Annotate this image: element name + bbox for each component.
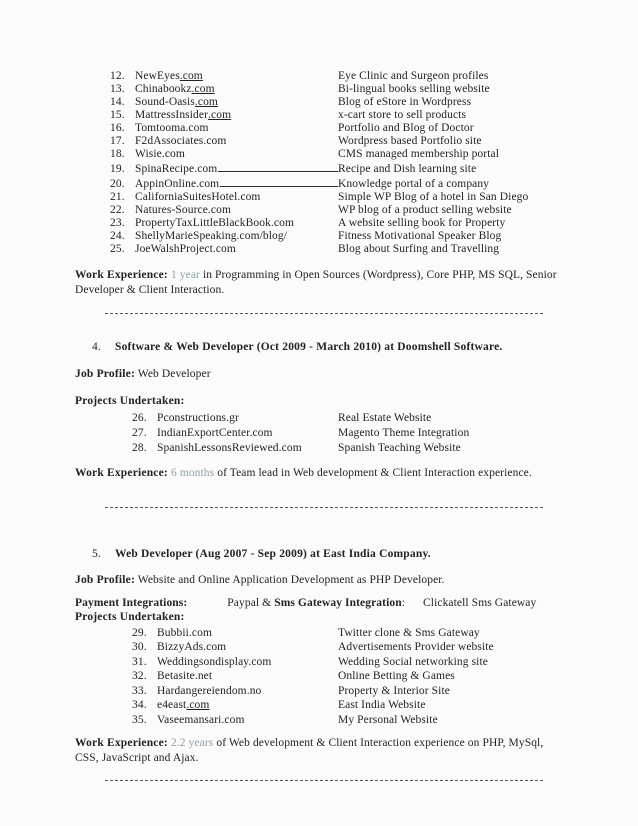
- projects-undertaken-line: [75, 394, 565, 408]
- project-site-cell: [75, 243, 338, 256]
- section-heading-4: [75, 340, 565, 354]
- project-number: 25.: [110, 243, 125, 255]
- project-site-cell: [75, 426, 338, 441]
- project-description: Eye Clinic and Surgeon profiles: [338, 70, 489, 82]
- project-site-cell: [75, 626, 338, 641]
- project-site-name: AppinOnline.com: [135, 178, 220, 190]
- project-description: Blog of eStore in Wordpress: [338, 96, 472, 108]
- projects-undertaken-label: Projects Undertaken:: [75, 395, 185, 407]
- project-list-section5: [75, 626, 565, 728]
- project-site-cell: [75, 83, 338, 96]
- project-site-link: .com: [194, 96, 218, 108]
- section-number: 4.: [92, 341, 101, 353]
- project-number: 22.: [110, 204, 125, 216]
- project-site-name: SpanishLessonsReviewed.com: [157, 442, 302, 454]
- project-site-name: Chinabookz: [135, 83, 192, 95]
- project-number: 23.: [110, 217, 125, 229]
- project-description: My Personal Website: [338, 713, 438, 726]
- project-number: 30.: [132, 641, 147, 653]
- project-site-cell: [75, 176, 338, 191]
- project-site-name: Hardangereiendom.no: [157, 684, 262, 697]
- project-row: [75, 640, 565, 655]
- project-row: [75, 230, 565, 243]
- job-profile-line: [75, 573, 565, 587]
- job-profile-value: Web Developer: [137, 368, 211, 380]
- project-number: 19.: [110, 163, 125, 175]
- project-number: 17.: [110, 135, 125, 147]
- work-experience-duration: 2.2 years: [170, 737, 214, 749]
- project-description: Wordpress based Portfolio site: [338, 135, 482, 147]
- project-number: 35.: [132, 713, 147, 726]
- project-row: [75, 217, 565, 230]
- project-site-name: Vaseemansari.com: [157, 713, 245, 726]
- project-description: Knowledge portal of a company: [338, 178, 490, 190]
- project-description: Real Estate Website: [338, 412, 432, 424]
- payment-provider: Paypal &: [227, 596, 272, 609]
- underline-fill: [218, 161, 338, 172]
- payment-integrations-label: Payment Integrations:: [75, 596, 188, 609]
- project-number: 14.: [110, 96, 125, 108]
- project-site-name: F2dAssociates.com: [135, 135, 227, 147]
- work-experience-paragraph: [75, 466, 565, 481]
- project-row: [75, 204, 565, 217]
- project-row: [75, 109, 565, 122]
- project-site-name: Betasite.net: [157, 670, 213, 682]
- project-site-cell: [75, 70, 338, 83]
- project-site-name: Natures-Source.com: [135, 204, 232, 216]
- project-number: 12.: [110, 70, 125, 82]
- project-site-cell: [75, 135, 338, 148]
- project-site-cell: [75, 698, 338, 713]
- work-experience-detail: in Programming in Open Sources (Wordpress), Core PHP, MS SQL, Senior Developer & Client Interaction.: [75, 269, 557, 296]
- project-number: 28.: [132, 442, 147, 454]
- project-description: Recipe and Dish learning site: [338, 163, 477, 175]
- project-description: WP blog of a product selling website: [338, 204, 512, 216]
- job-profile-label: Job Profile:: [75, 368, 135, 380]
- project-site-link: .com: [208, 109, 232, 121]
- projects-undertaken-line: [75, 610, 565, 624]
- project-site-cell: [75, 96, 338, 109]
- project-site-name: Bubbii.com: [157, 626, 212, 639]
- project-number: 33.: [132, 684, 147, 697]
- project-description: Fitness Motivational Speaker Blog: [338, 230, 502, 242]
- project-number: 29.: [132, 626, 147, 639]
- project-description: Spanish Teaching Website: [338, 442, 461, 454]
- project-site-name: Wisie.com: [135, 148, 185, 160]
- project-row: [75, 441, 565, 456]
- work-experience-label: Work Experience:: [75, 269, 168, 281]
- project-row: [75, 148, 565, 161]
- project-number: 24.: [110, 230, 125, 242]
- work-experience-label: Work Experience:: [75, 467, 168, 479]
- project-row: [75, 70, 565, 83]
- project-description: Advertisements Provider website: [338, 641, 494, 653]
- project-site-name: MattressInsider: [135, 109, 209, 121]
- payment-value: Clickatell Sms Gateway: [423, 596, 537, 609]
- project-site-name: Sound-Oasis: [135, 96, 195, 108]
- work-experience-paragraph: [75, 268, 565, 297]
- underline-fill: [220, 176, 338, 187]
- project-site-link: .com: [191, 83, 215, 95]
- project-site-cell: [75, 713, 338, 728]
- project-row: [75, 161, 565, 176]
- project-row: [75, 83, 565, 96]
- project-site-name: ShellyMarieSpeaking.com/blog/: [135, 230, 288, 242]
- section-divider: [105, 780, 543, 781]
- project-site-cell: [75, 684, 338, 699]
- project-number: 21.: [110, 191, 125, 203]
- project-description: Simple WP Blog of a hotel in San Diego: [338, 191, 529, 203]
- project-number: 20.: [110, 178, 125, 190]
- project-site-cell: [75, 122, 338, 135]
- section-title: Software & Web Developer (Oct 2009 - March 2010) at Doomshell Software.: [115, 341, 503, 353]
- project-description: Blog about Surfing and Travelling: [338, 243, 500, 255]
- project-list-continued: [75, 70, 565, 256]
- section-divider: [105, 313, 543, 314]
- job-profile-label: Job Profile:: [75, 573, 135, 586]
- project-description: Wedding Social networking site: [338, 655, 488, 668]
- project-row: [75, 176, 565, 191]
- project-site-name: Weddingsondisplay.com: [157, 655, 272, 668]
- project-description: CMS managed membership portal: [338, 148, 499, 160]
- project-site-cell: [75, 204, 338, 217]
- project-row: [75, 411, 565, 426]
- project-row: [75, 655, 565, 670]
- project-site-cell: [75, 191, 338, 204]
- project-site-name: SpinaRecipe.com: [135, 163, 218, 175]
- project-number: 16.: [110, 122, 125, 134]
- project-row: [75, 698, 565, 713]
- section-divider: [105, 507, 543, 508]
- sms-gateway-label: Sms Gateway Integration: [274, 596, 402, 609]
- project-site-name: BizzyAds.com: [157, 641, 227, 653]
- section-title: Web Developer (Aug 2007 - Sep 2009) at East India Company.: [115, 547, 431, 560]
- project-description: Magento Theme Integration: [338, 427, 470, 439]
- job-profile-line: [75, 367, 565, 381]
- project-description: Twitter clone & Sms Gateway: [338, 626, 480, 639]
- project-row: [75, 122, 565, 135]
- project-site-cell: [75, 411, 338, 426]
- project-row: [75, 96, 565, 109]
- project-number: 26.: [132, 412, 147, 424]
- project-description: x-cart store to sell products: [338, 109, 467, 121]
- project-description: Online Betting & Games: [338, 670, 455, 682]
- project-site-cell: [75, 655, 338, 670]
- section-heading-5: [75, 547, 565, 561]
- job-profile-value: Website and Online Application Development as PHP Developer.: [137, 573, 445, 586]
- project-row: [75, 191, 565, 204]
- project-description: East India Website: [338, 699, 426, 711]
- project-description: Portfolio and Blog of Doctor: [338, 122, 474, 134]
- project-site-name: NewEyes: [135, 70, 180, 82]
- projects-undertaken-label: Projects Undertaken:: [75, 610, 185, 623]
- project-row: [75, 626, 565, 641]
- project-list-section4: [75, 411, 565, 456]
- project-row: [75, 426, 565, 441]
- section-number: 5.: [92, 547, 101, 560]
- project-number: 15.: [110, 109, 125, 121]
- project-description: A website selling book for Property: [338, 217, 506, 229]
- project-site-name: Pconstructions.gr: [157, 412, 239, 424]
- work-experience-detail: of Team lead in Web development & Client Interaction experience.: [217, 467, 532, 479]
- work-experience-paragraph: [75, 736, 565, 765]
- project-row: [75, 669, 565, 684]
- payment-colon: :: [401, 596, 406, 609]
- project-site-cell: [75, 148, 338, 161]
- project-row: [75, 713, 565, 728]
- project-site-cell: [75, 109, 338, 122]
- project-number: 34.: [132, 699, 147, 711]
- project-number: 27.: [132, 427, 147, 439]
- payment-integrations-line: [75, 596, 565, 610]
- project-row: [75, 684, 565, 699]
- project-description: Bi-lingual books selling website: [338, 83, 490, 95]
- project-site-link: .com: [179, 70, 203, 82]
- project-site-cell: [75, 640, 338, 655]
- work-experience-duration: 1 year: [170, 269, 200, 281]
- work-experience-detail: of Web development & Client Interaction experience on PHP, MySql, CSS, JavaScript and Ajax.: [75, 737, 544, 764]
- work-experience-duration: 6 months: [170, 467, 215, 479]
- project-site-name: CaliforniaSuitesHotel.com: [135, 191, 261, 203]
- project-site-cell: [75, 441, 338, 456]
- project-site-cell: [75, 161, 338, 176]
- project-site-link: .com: [186, 699, 210, 711]
- project-site-name: Tomtooma.com: [135, 122, 209, 134]
- project-site-cell: [75, 669, 338, 684]
- project-number: 31.: [132, 655, 147, 668]
- project-number: 32.: [132, 670, 147, 682]
- project-site-name: e4east: [157, 699, 187, 711]
- project-description: Property & Interior Site: [338, 684, 450, 697]
- project-row: [75, 135, 565, 148]
- project-number: 18.: [110, 148, 125, 160]
- project-site-cell: [75, 230, 338, 243]
- project-site-name: IndianExportCenter.com: [157, 427, 273, 439]
- project-site-name: PropertyTaxLittleBlackBook.com: [135, 217, 295, 229]
- project-number: 13.: [110, 83, 125, 95]
- work-experience-label: Work Experience:: [75, 737, 168, 749]
- project-row: [75, 243, 565, 256]
- project-site-cell: [75, 217, 338, 230]
- project-site-name: JoeWalshProject.com: [135, 243, 236, 255]
